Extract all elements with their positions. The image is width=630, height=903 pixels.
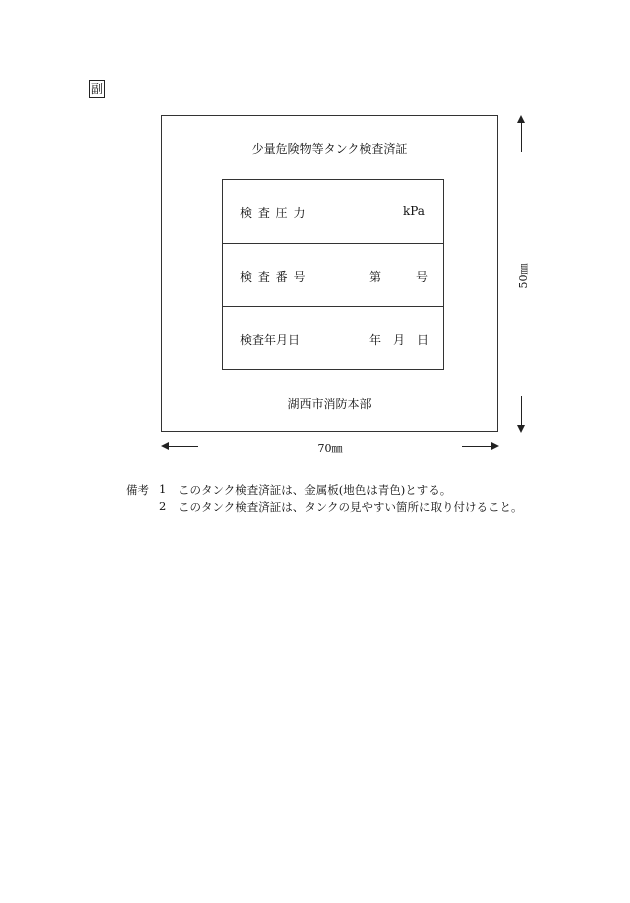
certificate-title: 少量危険物等タンク検査済証: [251, 142, 408, 156]
inspection-number-label: 検 査 番 号: [240, 270, 307, 284]
date-year: 年: [369, 333, 382, 347]
number-suffix: 号: [416, 270, 429, 284]
width-dimension: 70㎜: [317, 442, 343, 455]
note-number: 2: [159, 499, 167, 513]
note-text: このタンク検査済証は、金属板(地色は青色)とする。: [178, 483, 452, 497]
issuing-authority: 湖西市消防本部: [287, 397, 372, 411]
arrow-down-icon: [517, 425, 525, 433]
note-text: このタンク検査済証は、タンクの見やすい箇所に取り付けること。: [178, 500, 523, 514]
height-dimension: 50㎜: [517, 263, 530, 289]
number-prefix: 第: [369, 270, 382, 284]
inspection-pressure-label: 検 査 圧 力: [240, 206, 307, 220]
row-inspection-date: [223, 306, 443, 370]
row-inspection-pressure: [223, 180, 443, 243]
dimension-line-right: [462, 446, 492, 447]
certificate-inner-table: [222, 179, 444, 370]
notes-heading: 備考: [126, 483, 149, 497]
dimension-line-top: [521, 122, 522, 152]
row-inspection-number: [223, 243, 443, 307]
inspection-date-label: 検査年月日: [240, 333, 301, 347]
duplicate-mark: 副: [90, 82, 103, 96]
dimension-line-bottom: [521, 396, 522, 426]
date-month: 月: [393, 333, 406, 347]
note-number: 1: [159, 482, 167, 496]
pressure-unit: kPa: [403, 204, 425, 218]
dimension-line-left: [168, 446, 198, 447]
date-day: 日: [417, 333, 430, 347]
arrow-right-icon: [491, 442, 499, 450]
